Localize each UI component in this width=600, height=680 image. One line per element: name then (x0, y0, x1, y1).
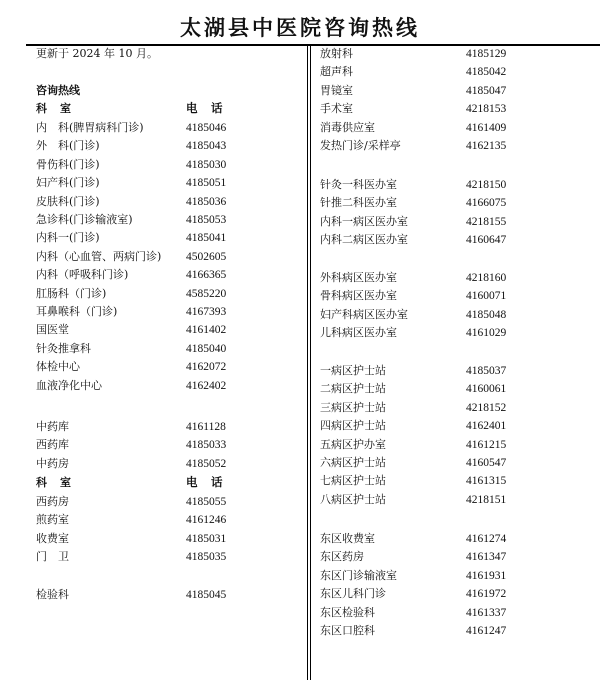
phone-number: 4160071 (466, 290, 507, 303)
phone-number: 4185041 (186, 232, 227, 245)
department-name: 外科病区医办室 (320, 271, 397, 284)
directory-row (36, 193, 298, 211)
directory-row (36, 137, 298, 155)
phone-number: 4161246 (186, 514, 227, 527)
department-name: 七病区护士站 (320, 474, 386, 488)
department-name: 四病区护士站 (320, 419, 386, 433)
phone-number: 4502605 (186, 250, 227, 263)
phone-number: 4162072 (186, 361, 227, 374)
department-name: 中药房 (36, 456, 69, 470)
department-name: 东区检验科 (320, 605, 375, 619)
directory-row (36, 119, 298, 137)
phone-number: 4162401 (466, 420, 507, 433)
phone-number: 4161128 (186, 421, 226, 433)
directory-row (320, 380, 590, 398)
phone-number: 4185055 (186, 496, 227, 508)
directory-row (36, 530, 298, 548)
update-note: 更新于 2024 年 10 月。 (36, 47, 158, 60)
directory-row (320, 585, 590, 603)
directory-row (320, 231, 590, 249)
department-name: 外 科(门诊) (36, 139, 100, 153)
phone-number: 4185047 (466, 84, 507, 97)
page-title: 太湖县中医院咨询热线 (180, 15, 420, 40)
directory-row (36, 511, 298, 529)
phone-number: 4218153 (466, 103, 507, 116)
department-name: 耳鼻喉科（门诊) (36, 305, 118, 318)
directory-row (320, 530, 590, 548)
department-name: 手术室 (320, 102, 353, 116)
department-name: 针推二科医办室 (320, 196, 397, 210)
department-name: 中药库 (36, 420, 69, 433)
department-name: 六病区护士站 (320, 456, 386, 469)
department-name: 一病区护士站 (320, 364, 386, 377)
department-name: 东区收费室 (320, 532, 375, 545)
department-name: 皮肤科(门诊) (36, 194, 100, 208)
directory-row (320, 45, 590, 63)
header-phone: 电 话 (186, 103, 224, 115)
column-divider (307, 44, 311, 680)
directory-row (320, 269, 590, 287)
phone-number: 4185042 (466, 66, 507, 79)
department-name: 门 卫 (36, 550, 69, 564)
department-name: 五病区护办室 (320, 437, 386, 451)
phone-number: 4161337 (466, 606, 507, 619)
department-name: 二病区护士站 (320, 382, 386, 396)
directory-row (320, 622, 590, 640)
department-name: 胃镜室 (320, 83, 353, 97)
phone-number: 4185033 (186, 439, 227, 452)
directory-row (320, 100, 590, 118)
directory-row (320, 399, 590, 417)
phone-number: 4161347 (466, 551, 507, 564)
department-name: 针灸一科医办室 (320, 178, 397, 191)
phone-number: 4185045 (186, 589, 227, 601)
department-name: 东区药房 (320, 550, 364, 564)
department-name: 收费室 (36, 531, 69, 545)
phone-number: 4185053 (186, 214, 227, 226)
directory-row (36, 285, 298, 303)
department-name: 发热门诊/采样亭 (320, 139, 401, 152)
phone-number: 4218152 (466, 401, 507, 414)
directory-row (320, 194, 590, 212)
department-name: 检验科 (36, 588, 69, 601)
phone-number: 4218150 (466, 179, 507, 191)
phone-number: 4161931 (466, 569, 507, 582)
directory-row (36, 548, 298, 566)
directory-row (36, 340, 298, 358)
phone-number: 4185043 (186, 140, 227, 153)
department-name: 血液净化中心 (36, 378, 102, 392)
phone-number: 4185052 (186, 457, 227, 470)
directory-row (36, 211, 298, 229)
directory-row (320, 491, 590, 509)
directory-row (320, 567, 590, 585)
department-name: 体检中心 (36, 360, 80, 374)
department-name: 骨科病区医办室 (320, 289, 397, 303)
directory-row (320, 63, 590, 81)
department-name: 消毒供应室 (320, 120, 375, 134)
department-name: 妇产科病区医办室 (320, 307, 408, 321)
department-name: 儿科病区医办室 (320, 326, 397, 340)
directory-row (320, 472, 590, 490)
directory-row (36, 418, 298, 436)
directory-row (320, 604, 590, 622)
phone-number: 4166075 (466, 197, 507, 210)
directory-row (36, 436, 298, 454)
directory-row (36, 493, 298, 511)
directory-row (320, 137, 590, 155)
department-name: 内科（呼吸科门诊) (36, 268, 129, 282)
department-name: 东区门诊输液室 (320, 568, 397, 582)
phone-number: 4185031 (186, 532, 227, 545)
phone-number: 4161215 (466, 438, 507, 451)
phone-number: 4185036 (186, 195, 227, 208)
phone-number: 4185037 (466, 365, 507, 377)
phone-number: 4161029 (466, 327, 507, 340)
department-name: 八病区护士站 (320, 492, 386, 506)
department-name: 内科（心血管、两病门诊) (36, 249, 162, 263)
phone-number: 4218160 (466, 272, 507, 284)
directory-row (320, 176, 590, 194)
directory-row (36, 248, 298, 266)
phone-number: 4185048 (466, 308, 507, 321)
phone-number: 4585220 (186, 287, 227, 300)
table-header (36, 100, 298, 118)
directory-row (320, 287, 590, 305)
phone-number: 4218151 (466, 493, 507, 506)
phone-number: 4185046 (186, 122, 227, 134)
department-name: 东区口腔科 (320, 624, 375, 637)
directory-row (36, 321, 298, 339)
phone-number: 4160647 (466, 234, 507, 247)
department-name: 国医堂 (36, 323, 69, 337)
directory-row (320, 82, 590, 100)
phone-number: 4218155 (466, 215, 507, 228)
department-name: 内科一(门诊) (36, 231, 100, 245)
department-name: 骨伤科(门诊) (36, 157, 100, 171)
header-department: 科 室 (36, 476, 72, 489)
directory-row (320, 436, 590, 454)
directory-row (36, 229, 298, 247)
directory-row (320, 417, 590, 435)
department-name: 放射科 (320, 47, 353, 60)
department-name: 三病区护士站 (320, 400, 386, 414)
department-name: 超声科 (320, 65, 353, 79)
directory-row (320, 324, 590, 342)
phone-number: 4160547 (466, 457, 507, 469)
phone-number: 4161247 (466, 625, 507, 637)
directory-row (320, 454, 590, 472)
phone-number: 4185051 (186, 177, 227, 190)
phone-number: 4166365 (186, 269, 227, 282)
phone-number: 4162402 (186, 379, 227, 392)
directory-row (320, 306, 590, 324)
directory-row (36, 156, 298, 174)
directory-row (320, 213, 590, 231)
directory-row (36, 266, 298, 284)
phone-number: 4185030 (186, 158, 227, 171)
directory-row (320, 548, 590, 566)
phone-number: 4185040 (186, 342, 227, 355)
department-name: 针灸推拿科 (36, 341, 91, 355)
phone-number: 4161409 (466, 121, 507, 134)
header-phone: 电 话 (186, 477, 224, 489)
phone-number: 4161315 (466, 475, 507, 488)
table-header-2 (36, 474, 298, 492)
directory-row (36, 303, 298, 321)
directory-row (36, 174, 298, 192)
directory-row (36, 358, 298, 376)
department-name: 煎药室 (36, 513, 69, 527)
department-name: 急诊科(门诊输液室) (36, 213, 133, 226)
department-name: 西药房 (36, 495, 69, 508)
phone-number: 4160061 (466, 383, 507, 396)
department-name: 内科一病区医办室 (320, 214, 408, 228)
phone-number: 4185035 (186, 551, 227, 564)
directory-row (36, 586, 298, 604)
department-name: 妇产科(门诊) (36, 176, 100, 190)
directory-row (36, 455, 298, 473)
phone-number: 4161274 (466, 533, 507, 545)
phone-number: 4161402 (186, 324, 227, 337)
directory-row (320, 362, 590, 380)
directory-row (320, 119, 590, 137)
phone-number: 4162135 (466, 140, 507, 152)
department-name: 内科二病区医办室 (320, 233, 408, 247)
department-name: 西药库 (36, 438, 69, 452)
phone-number: 4185129 (466, 48, 507, 60)
department-name: 东区儿科门诊 (320, 587, 386, 601)
phone-number: 4161972 (466, 588, 507, 601)
department-name: 肛肠科（门诊) (36, 286, 107, 300)
department-name: 内 科(脾胃病科门诊) (36, 121, 144, 134)
directory-row (36, 377, 298, 395)
phone-number: 4167393 (186, 306, 227, 318)
header-department: 科 室 (36, 102, 72, 115)
section-title: 咨询热线 (36, 84, 80, 97)
